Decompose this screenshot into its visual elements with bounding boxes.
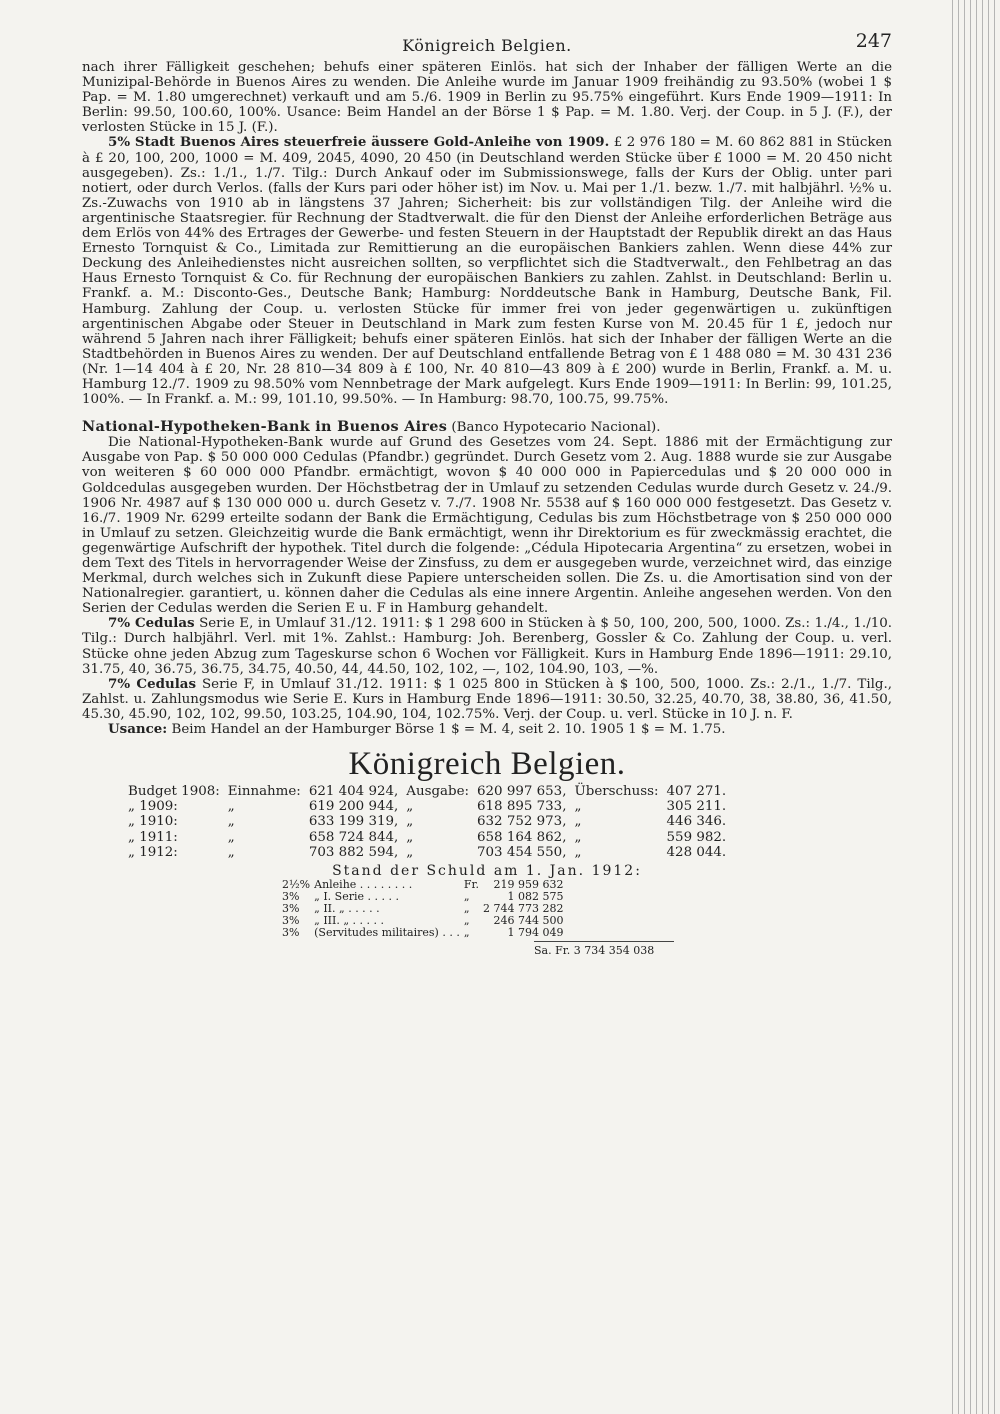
einnahme-value: 633 199 319, bbox=[308, 814, 399, 830]
chapter-title: Königreich Belgien. bbox=[348, 746, 626, 783]
debt-rate: 3% bbox=[282, 901, 300, 915]
ausgabe-label: Ausgabe: bbox=[406, 784, 470, 800]
debt-table bbox=[282, 879, 568, 939]
paragraph-cedulas-serie-f bbox=[82, 677, 892, 722]
debt-total: Sa. Fr. 3 734 354 038 bbox=[534, 941, 674, 958]
debt-rate: 3% bbox=[282, 889, 300, 903]
debt-name: Anleihe . . . . . . . . bbox=[314, 877, 413, 891]
paragraph-buenos-aires-gold-loan bbox=[82, 135, 892, 407]
budget-year: Budget 1908: bbox=[128, 784, 220, 800]
einnahme-label: „ bbox=[227, 844, 235, 860]
ausgabe-label: „ bbox=[406, 844, 414, 860]
usance-heading: Usance: bbox=[108, 721, 168, 738]
paragraph-cedulas-serie-e bbox=[82, 616, 892, 676]
ueberschuss-label: „ bbox=[574, 799, 582, 815]
budget-table bbox=[128, 784, 734, 859]
budget-year: „ 1909: bbox=[128, 799, 178, 815]
debt-row bbox=[282, 891, 568, 903]
ausgabe-value: 632 752 973, bbox=[477, 814, 567, 830]
debt-row bbox=[282, 915, 568, 927]
budget-row bbox=[128, 830, 734, 845]
ausgabe-value: 703 454 550, bbox=[477, 844, 567, 860]
document-page bbox=[82, 30, 892, 958]
cedulas-e-body: Serie E, in Umlauf 31./12. 1911: $ 1 298 600 in Stücken à $ 50, 100, 200, 500, 1000. Zs.: 1./4., 1./10. Tilg.: Durch halbjährl. Verl. mit 1%. Zahlst.: Hamburg: Joh. Berenberg, Gossler & Co. Zahlung der Coup. u. verl. Stücke ohne jeden Abzug zum Tageskurse schon 6 Wochen vor Fälligkeit. Kurs in Hamburg Ende 1896—1911: 29.10, 31.75, 40, 36.75, 36.75, 34.75, 40.50, 44, 44.50, 102, 102, —, 102, 104.90, 103, —%. bbox=[82, 616, 892, 677]
ueberschuss-value: 446 346. bbox=[666, 814, 727, 830]
paragraph-municipal-loan-end: nach ihrer Fälligkeit geschehen; behufs einer späteren Einlös. hat sich der Inhaber der fälligen Werte an die Munizipal-Behörde in Buenos Aires zu wenden. Die Anleihe wurde im Januar 1909 freihändig zu 93.50% (wobei 1 $ Pap. = M. 1.80 umgerechnet) verkauft und am 5./6. 1909 in Berlin zu 95.75% eingeführt. Kurs Ende 1909—1911: In Berlin: 99.50, 100.60, 100%. Usance: Beim Handel an der Börse 1 $ Pap. = M. 1.80. Verj. der Coup. in 5 J. (F.), der verlosten Stücke in 15 J. (F.). bbox=[82, 60, 892, 136]
debt-name: „ II. „ . . . . . bbox=[314, 901, 380, 915]
debt-amount: 246 744 500 bbox=[493, 913, 564, 927]
running-header bbox=[82, 30, 892, 60]
section-heading-subtitle: (Banco Hypotecario Nacional). bbox=[447, 420, 661, 436]
debt-row bbox=[282, 879, 568, 891]
einnahme-label: Einnahme: bbox=[227, 784, 301, 800]
ausgabe-value: 620 997 653, bbox=[477, 784, 567, 800]
budget-row bbox=[128, 799, 734, 814]
debt-currency: „ bbox=[463, 889, 470, 903]
einnahme-label: „ bbox=[227, 799, 235, 815]
ausgabe-value: 618 895 733, bbox=[477, 799, 567, 815]
ausgabe-label: „ bbox=[406, 814, 414, 830]
budget-year: „ 1911: bbox=[128, 829, 178, 845]
loan-heading: 5% Stadt Buenos Aires steuerfreie äussere Gold-Anleihe von 1909. bbox=[108, 134, 610, 151]
debt-heading: Stand der Schuld am 1. Jan. 1912: bbox=[332, 862, 642, 879]
budget-year: „ 1912: bbox=[128, 844, 178, 860]
debt-currency: „ bbox=[463, 913, 470, 927]
debt-currency: „ bbox=[463, 901, 470, 915]
einnahme-value: 703 882 594, bbox=[308, 844, 399, 860]
debt-amount: 1 082 575 bbox=[507, 889, 564, 903]
ueberschuss-label: Überschuss: bbox=[574, 784, 659, 800]
section-heading-hypotheken-bank bbox=[82, 419, 892, 435]
ueberschuss-label: „ bbox=[574, 844, 582, 860]
budget-year: „ 1910: bbox=[128, 814, 178, 830]
debt-amount: 2 744 773 282 bbox=[483, 901, 564, 915]
page-edge-shadow bbox=[950, 0, 1000, 1414]
debt-name: (Servitudes militaires) . . . bbox=[314, 925, 460, 939]
ueberschuss-value: 305 211. bbox=[666, 799, 727, 815]
einnahme-value: 621 404 924, bbox=[308, 784, 399, 800]
budget-row bbox=[128, 784, 734, 799]
ueberschuss-value: 428 044. bbox=[666, 844, 727, 860]
usance-body: Beim Handel an der Hamburger Börse 1 $ = M. 4, seit 2. 10. 1905 1 $ = M. 1.75. bbox=[167, 722, 726, 738]
ueberschuss-value: 559 982. bbox=[666, 829, 727, 845]
debt-row bbox=[282, 927, 568, 939]
debt-rate: 2½% bbox=[282, 877, 311, 891]
debt-name: „ III. „ . . . . . bbox=[314, 913, 385, 927]
section-heading-title: National-Hypotheken-Bank in Buenos Aires bbox=[82, 418, 448, 436]
cedulas-f-heading: 7% Cedulas bbox=[108, 675, 197, 692]
ueberschuss-label: „ bbox=[574, 829, 582, 845]
einnahme-label: „ bbox=[227, 814, 235, 830]
cedulas-f-body: Serie F, in Umlauf 31./12. 1911: $ 1 025 800 in Stücken à $ 100, 500, 1000. Zs.: 2./1., 1./7. Tilg., Zahlst. u. Zahlungsmodus wie Serie E. Kurs in Hamburg Ende 1896—1911: 30.50, 32.25, 40.70, 38, 38.80, 36, 41.50, 45.30, 45.90, 102, 102, 99.50, 103.25, 104.90, 104, 102.75%. Verj. der Coup. u. verl. Stücke in 10 J. n. F. bbox=[82, 676, 893, 722]
debt-rate: 3% bbox=[282, 913, 300, 927]
einnahme-value: 658 724 844, bbox=[308, 829, 399, 845]
ausgabe-value: 658 164 862, bbox=[477, 829, 567, 845]
cedulas-e-heading: 7% Cedulas bbox=[108, 615, 195, 632]
budget-row bbox=[128, 814, 734, 829]
debt-amount: 219 959 632 bbox=[493, 877, 564, 891]
debt-currency: „ bbox=[463, 925, 470, 939]
ausgabe-label: „ bbox=[406, 829, 414, 845]
paragraph-usance bbox=[82, 722, 892, 737]
debt-name: „ I. Serie . . . . . bbox=[314, 889, 399, 903]
debt-row bbox=[282, 903, 568, 915]
ausgabe-label: „ bbox=[406, 799, 414, 815]
ueberschuss-value: 407 271. bbox=[666, 784, 727, 800]
running-title: Königreich Belgien. bbox=[402, 36, 572, 55]
budget-row bbox=[128, 845, 734, 860]
einnahme-value: 619 200 944, bbox=[308, 799, 399, 815]
debt-rate: 3% bbox=[282, 925, 300, 939]
debt-currency: Fr. bbox=[463, 877, 480, 891]
paragraph-bank-history: Die National-Hypotheken-Bank wurde auf Grund des Gesetzes vom 24. Sept. 1886 mit der Ermächtigung zur Ausgabe von Pap. $ 50 000 000 Cedulas (Pfandbr.) gegründet. Durch Gesetz vom 2. Aug. 1888 wurde sie zur Ausgabe von weiteren $ 60 000 000 Pfandbr. ermächtigt, wovon $ 40 000 000 in Papiercedulas und $ 20 000 000 in Goldcedulas ausgegeben wurden. Der Höchstbetrag der in Umlauf zu setzenden Cedulas wurde durch Gesetz v. 24./9. 1906 Nr. 4987 auf $ 130 000 000 u. durch Gesetz v. 7./7. 1908 Nr. 5538 auf $ 160 000 000 festgesetzt. Das Gesetz v. 16./7. 1909 Nr. 6299 erteilte sodann der Bank die Ermächtigung, Cedulas bis zum Höchstbetrage von $ 250 000 000 in Umlauf zu setzen. Gleichzeitig wurde die Bank ermächtigt, wenn ihr Direktorium es für zweckmässig erachtet, die gegenwärtige Aufschrift der hypothek. Titel durch die folgende: „Cédula Hipotecaria Argentina“ zu ersetzen, wobei in dem Text des Titels in hervorragender Weise der Zinsfuss, zu dem er ausgegeben wurde, verzeichnet wird, das einzige Merkmal, durch welches sich in Zukunft diese Papiere unterscheiden sollen. Die Zs. u. die Amortisation sind von der Nationalregier. garantiert, u. können daher die Cedulas als eine innere Argentin. Anleihe angesehen werden. Von den Serien der Cedulas werden die Serien E u. F in Hamburg gehandelt. bbox=[82, 435, 892, 617]
debt-amount: 1 794 049 bbox=[507, 925, 564, 939]
page-number: 247 bbox=[855, 30, 892, 52]
einnahme-label: „ bbox=[227, 829, 235, 845]
loan-body: £ 2 976 180 = M. 60 862 881 in Stücken à £ 20, 100, 200, 1000 = M. 409, 2045, 4090, 20 450 (in Deutschland werden Stücke über £ 1000 = M. 20 450 nicht ausgegeben). Zs.: 1./1., 1./7. Tilg.: Durch Ankauf oder im Submissionswege, falls der Kurs der Oblig. unter pari notiert, oder durch Verlos. (falls der Kurs pari oder höher ist) im Nov. u. Mai per 1./1. bezw. 1./7. mit halbjährl. ½% u. Zs.-Zuwachs von 1910 ab in längstens 37 Jahren; Sicherheit: bis zur vollständigen Tilg. der Anleihe wird die argentinische Staatsregier. für Rechnung der Stadtverwalt. die für den Dienst der Anleihe erforderlichen Beträge aus dem Erlös von 44% des Ertrages der Gewerbe- und festen Steuern in der Hauptstadt der Republik direkt an das Haus Ernesto Tornquist & Co., Limitada zur Remittierung an die europäischen Bankiers zahlen. Wenn diese 44% zur Deckung des Anleihedienstes nicht ausreichen sollten, so verpflichtet sich die Stadtverwalt., den Fehlbetrag an das Haus Ernesto Tornquist & Co. für Rechnung der europäischen Bankiers zu zahlen. Zahlst. in Deutschland: Berlin u. Frankf. a. M.: Disconto-Ges., Deutsche Bank; Hamburg: Norddeutsche Bank in Hamburg, Deutsche Bank, Fil. Hamburg. Zahlung der Coup. u. verlosten Stücke für immer frei von jeder gegenwärtigen u. zukünftigen argentinischen Abgabe oder Steuer in Deutschland in Mark zum festen Kurse von M. 20.45 für 1 £, jedoch nur während 5 Jahren nach ihrer Fälligkeit; behufs einer späteren Einlös. hat sich der Inhaber der fälligen Werte an die Stadtbehörden in Buenos Aires zu wenden. Der auf Deutschland entfallende Betrag von £ 1 488 080 = M. 30 431 236 (Nr. 1—14 404 à £ 20, Nr. 28 810—34 809 à £ 100, Nr. 40 810—43 809 à £ 200) wurde in Berlin, Frankf. a. M. u. Hamburg 12./7. 1909 zu 98.50% vom Nennbetrage der Mark aufgelegt. Kurs Ende 1909—1911: In Berlin: 99, 101.25, 100%. — In Frankf. a. M.: 99, 101.10, 99.50%. — In Hamburg: 98.70, 100.75, 99.75%. bbox=[82, 135, 892, 408]
ueberschuss-label: „ bbox=[574, 814, 582, 830]
